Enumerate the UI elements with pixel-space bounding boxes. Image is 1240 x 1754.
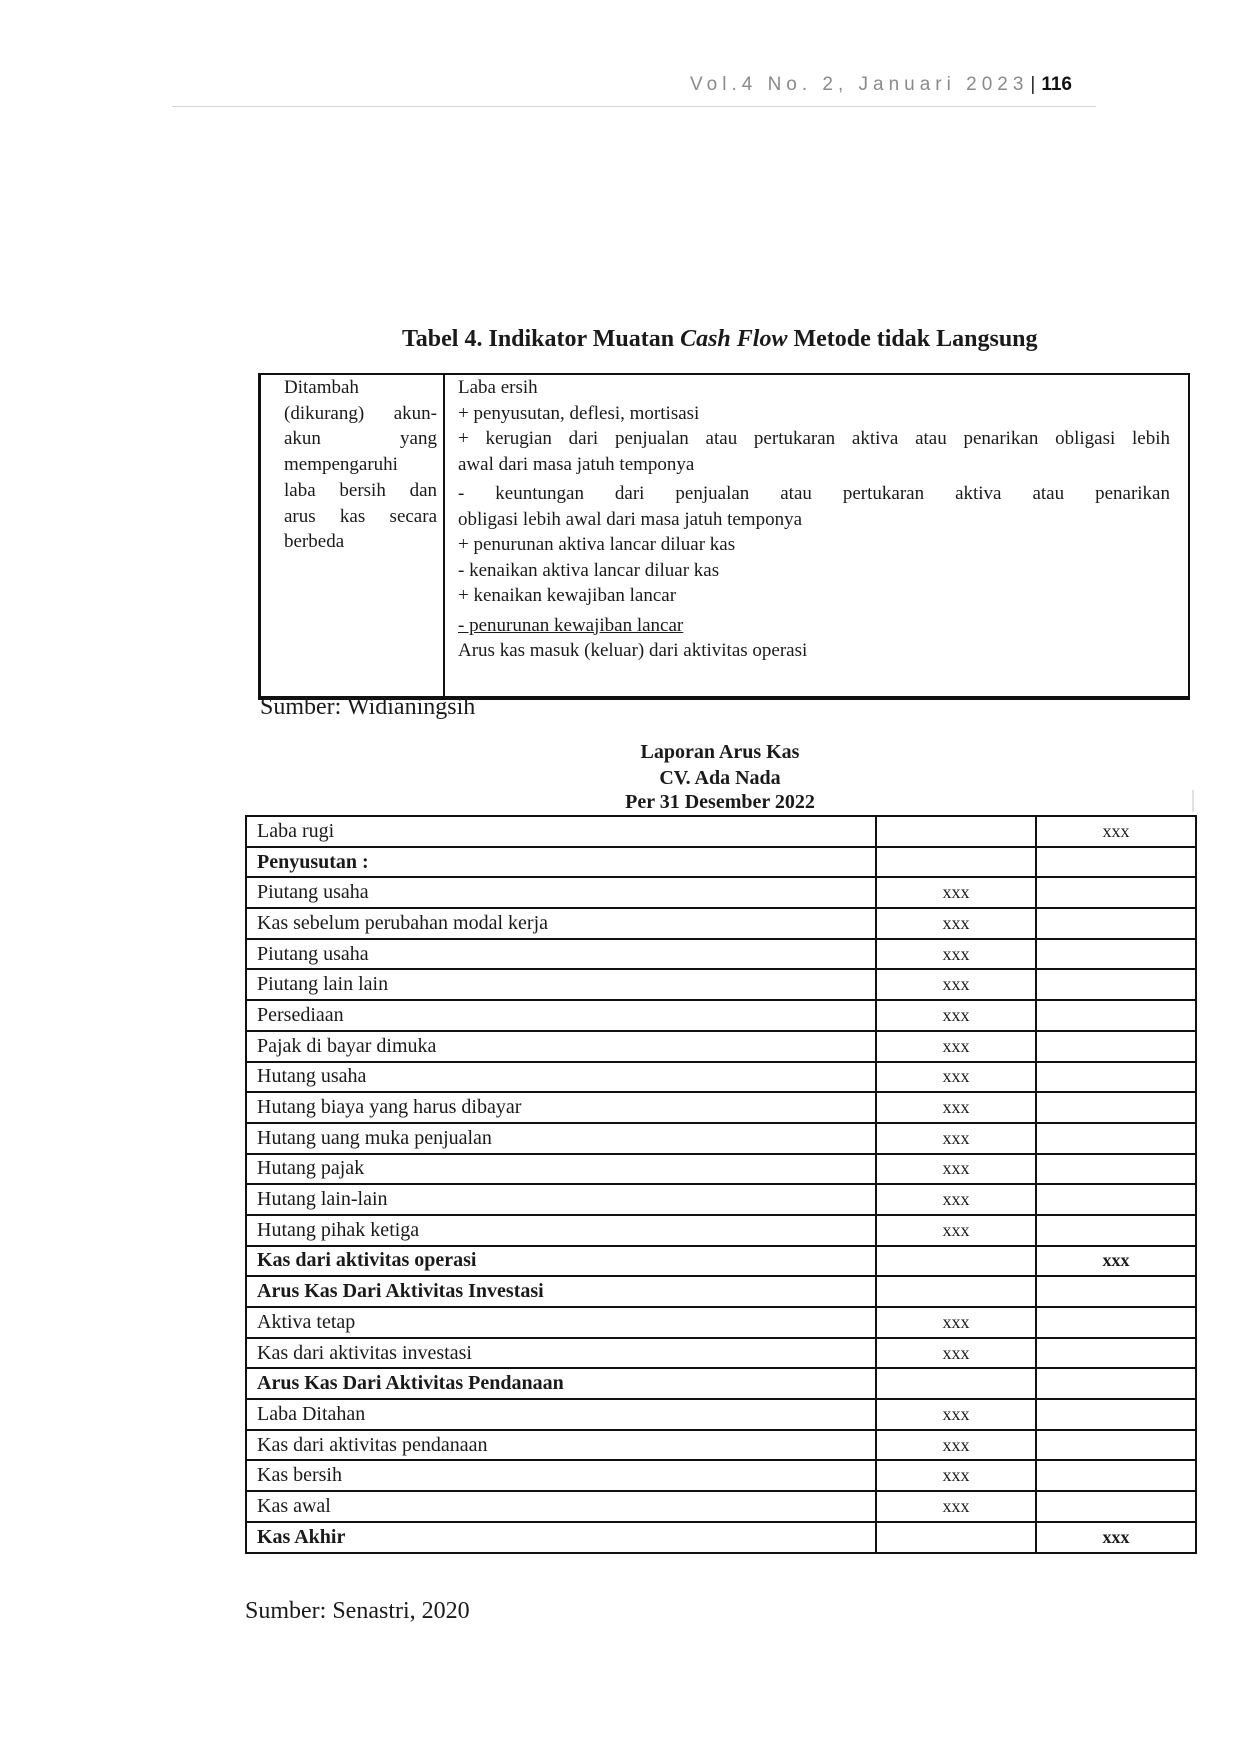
table4-caption-italic: Cash Flow — [680, 326, 788, 352]
row-total-cell — [1036, 1307, 1196, 1338]
table-row — [246, 1460, 1196, 1491]
row-total-cell — [1036, 1338, 1196, 1369]
table-row — [246, 1246, 1196, 1277]
row-amount-cell — [876, 1246, 1036, 1277]
row-total-cell — [1036, 939, 1196, 970]
table4-caption-pre: Tabel 4. Indikator Muatan — [402, 326, 681, 352]
table4-right-line: - kenaikan aktiva lancar diluar kas — [458, 559, 720, 581]
table4-right-line: awal dari masa jatuh temponya — [458, 453, 695, 475]
row-label-cell: Hutang lain-lain — [246, 1184, 876, 1215]
table4-right-line: + penurunan aktiva lancar diluar kas — [458, 534, 736, 555]
table-row — [246, 1338, 1196, 1369]
row-label-cell: Hutang biaya yang harus dibayar — [246, 1092, 876, 1123]
row-amount-cell — [876, 847, 1036, 878]
row-label-cell: Kas dari aktivitas investasi — [246, 1338, 876, 1369]
table4-right-cell — [458, 375, 1170, 664]
row-total-cell — [1036, 1031, 1196, 1062]
row-label-cell: Laba Ditahan — [246, 1399, 876, 1430]
table4-left-line: akun yang — [284, 428, 437, 450]
report-date: Per 31 Desember 2022 — [625, 791, 815, 813]
table-row — [246, 1430, 1196, 1461]
row-total-cell — [1036, 1430, 1196, 1461]
table-row — [246, 939, 1196, 970]
table4-left-line: mempengaruhi — [284, 454, 398, 476]
row-label-cell: Hutang usaha — [246, 1062, 876, 1093]
table-row — [246, 1522, 1196, 1553]
row-total-cell: xxx — [1036, 1522, 1196, 1553]
table4-left-line: (dikurang) akun- — [284, 402, 437, 424]
table-row — [246, 1368, 1196, 1399]
row-total-cell — [1036, 1184, 1196, 1215]
cashflow-table — [245, 815, 1197, 1554]
table-row — [246, 816, 1196, 847]
row-amount-cell: xxx — [876, 1430, 1036, 1461]
cashflow-table-body — [246, 816, 1196, 1553]
table4-left-line: Ditambah — [284, 377, 359, 398]
row-amount-cell: xxx — [876, 1062, 1036, 1093]
row-amount-cell: xxx — [876, 1184, 1036, 1215]
row-total-cell — [1036, 1460, 1196, 1491]
row-label-cell: Kas sebelum perubahan modal kerja — [246, 908, 876, 939]
table4-left-line: arus kas secara — [284, 505, 437, 527]
row-label-cell: Hutang pihak ketiga — [246, 1215, 876, 1246]
row-label-cell: Piutang usaha — [246, 939, 876, 970]
row-total-cell: xxx — [1036, 1246, 1196, 1277]
row-label-cell: Kas awal — [246, 1491, 876, 1522]
table-row — [246, 908, 1196, 939]
table-row — [246, 1062, 1196, 1093]
row-label-cell: Piutang lain lain — [246, 969, 876, 1000]
row-total-cell: xxx — [1036, 816, 1196, 847]
table4-right-line: + kerugian dari penjualan atau pertukaran aktiva atau penarikan obligasi lebih — [458, 428, 1170, 449]
table4-right-line: - keuntungan dari penjualan atau pertukaran aktiva atau penarikan — [458, 483, 1170, 504]
table-row — [246, 1000, 1196, 1031]
header-separator: | — [1030, 74, 1036, 95]
row-amount-cell: xxx — [876, 1031, 1036, 1062]
row-total-cell — [1036, 969, 1196, 1000]
row-label-cell: Penyusutan : — [246, 847, 876, 878]
table4-right-line — [458, 613, 1170, 639]
table4-box — [258, 373, 1190, 700]
table4-caption — [402, 326, 1038, 353]
page-number: 116 — [1041, 74, 1072, 95]
table4-right-line: + penyusutan, deflesi, mortisasi — [458, 402, 700, 424]
table-row — [246, 1123, 1196, 1154]
header-rule — [172, 106, 1096, 107]
row-amount-cell: xxx — [876, 1154, 1036, 1185]
row-label-cell: Kas Akhir — [246, 1522, 876, 1553]
table4-right-line: Arus kas masuk (keluar) dari aktivitas operasi — [458, 640, 808, 661]
row-amount-cell: xxx — [876, 1000, 1036, 1031]
row-total-cell — [1036, 1062, 1196, 1093]
row-label-cell: Persediaan — [246, 1000, 876, 1031]
row-label-cell: Hutang pajak — [246, 1154, 876, 1185]
row-total-cell — [1036, 1123, 1196, 1154]
row-label-cell: Kas dari aktivitas operasi — [246, 1246, 876, 1277]
row-amount-cell — [876, 1522, 1036, 1553]
row-label-cell: Hutang uang muka penjualan — [246, 1123, 876, 1154]
table4-left-line: berbeda — [284, 531, 345, 553]
row-label-cell: Kas bersih — [246, 1460, 876, 1491]
row-total-cell — [1036, 908, 1196, 939]
row-amount-cell: xxx — [876, 1092, 1036, 1123]
row-amount-cell: xxx — [876, 969, 1036, 1000]
row-total-cell — [1036, 1368, 1196, 1399]
row-total-cell — [1036, 1092, 1196, 1123]
running-head — [690, 74, 1072, 96]
row-amount-cell: xxx — [876, 1399, 1036, 1430]
row-amount-cell: xxx — [876, 1338, 1036, 1369]
table-row — [246, 1307, 1196, 1338]
row-label-cell: Arus Kas Dari Aktivitas Investasi — [246, 1276, 876, 1307]
row-amount-cell: xxx — [876, 877, 1036, 908]
row-total-cell — [1036, 1215, 1196, 1246]
row-label-cell: Arus Kas Dari Aktivitas Pendanaan — [246, 1368, 876, 1399]
table4-right-line: Laba ersih — [458, 377, 538, 398]
table4-right-underlined: - penurunan kewajiban lancar — [458, 614, 684, 636]
row-amount-cell: xxx — [876, 1307, 1036, 1338]
row-label-cell: Aktiva tetap — [246, 1307, 876, 1338]
journal-volume: Vol.4 No. 2, Januari 2023 — [690, 74, 1029, 95]
page-edge-mark — [1192, 790, 1194, 812]
table4-left-cell — [261, 375, 445, 696]
table4-right-line: obligasi lebih awal dari masa jatuh temponya — [458, 508, 803, 530]
row-total-cell — [1036, 847, 1196, 878]
row-amount-cell: xxx — [876, 1491, 1036, 1522]
table-row — [246, 877, 1196, 908]
row-amount-cell: xxx — [876, 939, 1036, 970]
table-row — [246, 969, 1196, 1000]
row-total-cell — [1036, 1154, 1196, 1185]
row-amount-cell — [876, 1276, 1036, 1307]
table-row — [246, 1399, 1196, 1430]
table-row — [246, 1092, 1196, 1123]
table-row — [246, 1491, 1196, 1522]
report-title: Laporan Arus Kas — [640, 741, 800, 763]
row-total-cell — [1036, 1276, 1196, 1307]
row-total-cell — [1036, 1000, 1196, 1031]
row-amount-cell: xxx — [876, 908, 1036, 939]
report-source: Sumber: Senastri, 2020 — [245, 1598, 470, 1624]
table4-left-line: laba bersih dan — [284, 479, 437, 501]
row-label-cell: Kas dari aktivitas pendanaan — [246, 1430, 876, 1461]
row-amount-cell: xxx — [876, 1123, 1036, 1154]
table-row — [246, 1276, 1196, 1307]
row-total-cell — [1036, 1399, 1196, 1430]
row-amount-cell — [876, 1368, 1036, 1399]
row-amount-cell — [876, 816, 1036, 847]
row-label-cell: Laba rugi — [246, 816, 876, 847]
table-row — [246, 1184, 1196, 1215]
row-total-cell — [1036, 877, 1196, 908]
report-company: CV. Ada Nada — [659, 767, 781, 789]
table-row — [246, 1154, 1196, 1185]
row-total-cell — [1036, 1491, 1196, 1522]
table4-source: Sumber: Widianingsih — [260, 694, 476, 720]
table-row — [246, 1215, 1196, 1246]
row-label-cell: Piutang usaha — [246, 877, 876, 908]
row-amount-cell: xxx — [876, 1460, 1036, 1491]
row-label-cell: Pajak di bayar dimuka — [246, 1031, 876, 1062]
table4-caption-post: Metode tidak Langsung — [787, 326, 1038, 352]
table-row — [246, 1031, 1196, 1062]
table-row — [246, 847, 1196, 878]
row-amount-cell: xxx — [876, 1215, 1036, 1246]
table4-right-line: + kenaikan kewajiban lancar — [458, 585, 677, 606]
